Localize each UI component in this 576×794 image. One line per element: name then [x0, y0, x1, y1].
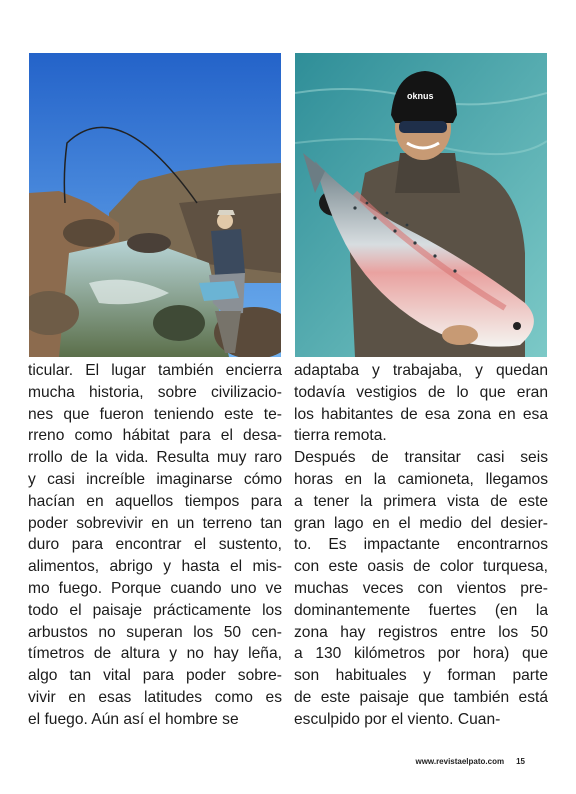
cap-logo: oknus — [407, 91, 434, 101]
footer-url: www.revistaelpato.com — [415, 757, 505, 766]
text-line: y casi increíble imaginarse cómo — [28, 470, 282, 488]
text-line: el fuego. Aún así el hombre se — [28, 710, 239, 728]
text-line: alimentos, abrigo y hasta el mis- — [28, 558, 282, 576]
text-line: dominantemente fuertes (en la — [294, 601, 548, 619]
text-line: todavía vestigios de lo que eran — [294, 383, 548, 401]
text-line: a 130 kilómetros por hora) que — [294, 645, 548, 663]
page-footer — [415, 757, 525, 766]
text-line: todo el paisaje prácticamente los — [28, 601, 282, 619]
text-line: muchas veces con vientos pre- — [294, 579, 548, 597]
text-line: tierra remota. — [294, 427, 387, 445]
text-line: zona hay registros entre los 50 — [294, 623, 548, 641]
text-line: horas en la camioneta, llegamos — [294, 470, 548, 488]
text-line: a tener la primera vista de este — [294, 492, 548, 510]
trout-catch-photo — [295, 53, 547, 357]
text-line: Después de transitar casi seis — [294, 449, 548, 467]
text-line: nes que fueron teniendo este te- — [28, 405, 282, 423]
text-line: los habitantes de esa zona en esa — [294, 405, 548, 423]
trout-catch-illustration — [295, 53, 547, 357]
article-column-left — [28, 360, 282, 731]
text-line: esculpido por el viento. Cuan- — [294, 710, 501, 728]
text-line: con este oasis de color turquesa, — [294, 558, 548, 576]
fly-fishing-illustration — [29, 53, 281, 357]
text-line: rrollo de la vida. Resulta muy raro — [28, 449, 282, 467]
text-line: hacían en aquellos tiempos para — [28, 492, 282, 510]
text-line: vivir en esas latitudes como es — [28, 688, 282, 706]
text-line: adaptaba y trabajaba, y quedan — [294, 362, 548, 379]
page-number: 15 — [516, 757, 525, 766]
text-line: son habituales y forman parte — [294, 667, 548, 685]
text-line: duro para encontrar el sustento, — [28, 536, 282, 554]
text-line: arbustos no superan los 50 cen- — [28, 623, 282, 641]
text-line: mucha historia, sobre civilizacio- — [28, 383, 282, 401]
text-line: to. Es impactante encontrarnos — [294, 536, 548, 554]
fly-fishing-photo — [29, 53, 281, 357]
text-line: tímetros de altura y no hay leña, — [28, 645, 282, 663]
text-line: rreno como hábitat para el desa- — [28, 427, 282, 445]
text-line: gran lago en el medio del desier- — [294, 514, 548, 532]
text-line: algo tan vital para poder sobre- — [28, 667, 282, 685]
text-line: mo fuego. Porque cuando uno ve — [28, 579, 282, 597]
article-column-right — [294, 360, 548, 731]
text-line: de este paisaje que también está — [294, 688, 548, 706]
text-line: ticular. El lugar también encierra — [28, 362, 282, 379]
text-line: poder sobrevivir en un terreno tan — [28, 514, 282, 532]
